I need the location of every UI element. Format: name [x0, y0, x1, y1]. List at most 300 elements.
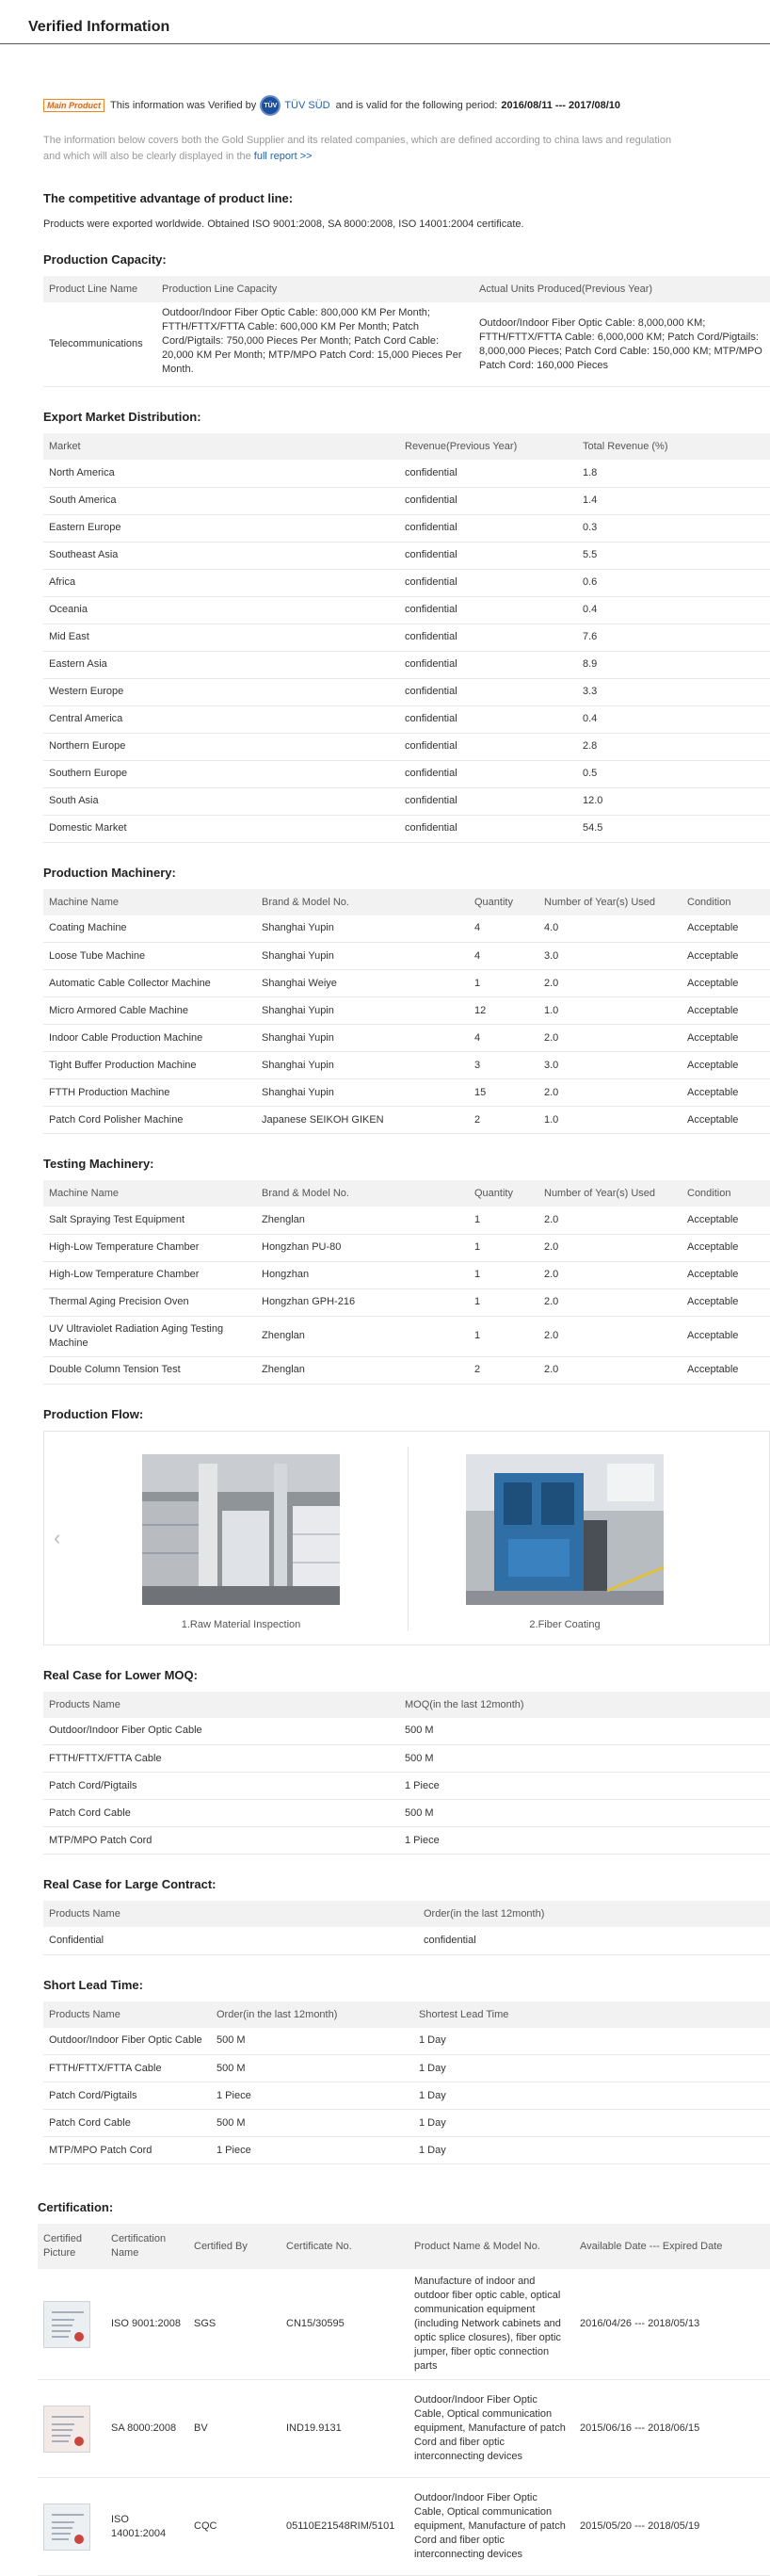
cell: confidential — [399, 569, 577, 596]
col-header: Number of Year(s) Used — [538, 889, 682, 915]
cell: 1 — [469, 970, 538, 997]
competitive-title: The competitive advantage of product line: — [43, 191, 294, 205]
cell: confidential — [399, 787, 577, 815]
cell: IND19.9131 — [281, 2380, 409, 2478]
table-row — [43, 1234, 770, 1261]
verification-text-after: and is valid for the following period: — [335, 100, 498, 111]
table-row — [43, 624, 770, 651]
col-header: Product Name & Model No. — [409, 2224, 574, 2269]
cell: 500 M — [399, 1800, 770, 1827]
cell: 1 Piece — [399, 1773, 770, 1800]
cell: Acceptable — [682, 1079, 770, 1107]
col-header: Available Date --- Expired Date — [574, 2224, 770, 2269]
cell: SGS — [188, 2269, 281, 2380]
col-header: Production Line Capacity — [156, 276, 473, 302]
content — [0, 95, 770, 2164]
table-row — [43, 2110, 770, 2137]
thumbnail-text-line — [52, 2311, 84, 2313]
cell: Micro Armored Cable Machine — [43, 997, 256, 1025]
coating-machine-photo — [466, 1454, 664, 1605]
table-row — [43, 2055, 770, 2082]
cell: 5.5 — [577, 542, 770, 569]
cell: Zhenglan — [256, 1207, 469, 1234]
cell: High-Low Temperature Chamber — [43, 1261, 256, 1288]
cell: Northern Europe — [43, 733, 399, 760]
cell: confidential — [399, 542, 577, 569]
cell: confidential — [399, 514, 577, 542]
thumbnail-text-line — [52, 2440, 69, 2442]
cell: Acceptable — [682, 1107, 770, 1134]
cell: 15 — [469, 1079, 538, 1107]
cell: Acceptable — [682, 1261, 770, 1288]
thumbnail-text-line — [52, 2435, 71, 2437]
export-title: Export Market Distribution: — [43, 410, 201, 424]
cell: Hongzhan — [256, 1261, 469, 1288]
table-row — [43, 302, 770, 387]
cell: 0.5 — [577, 760, 770, 787]
col-header: Products Name — [43, 2001, 211, 2028]
cell: Africa — [43, 569, 399, 596]
col-header: Condition — [682, 889, 770, 915]
col-header: Products Name — [43, 1901, 418, 1927]
cell: 1 Day — [413, 2055, 770, 2082]
cell: 8.9 — [577, 651, 770, 678]
table-header-row — [43, 1692, 770, 1718]
table-row — [38, 2478, 770, 2576]
cell: 2.0 — [538, 1234, 682, 1261]
col-header: Certificate No. — [281, 2224, 409, 2269]
cell: 500 M — [211, 2028, 413, 2055]
page-title: Verified Information — [0, 0, 770, 44]
cell: confidential — [399, 624, 577, 651]
cell: 1 Piece — [211, 2137, 413, 2164]
cell: 2.0 — [538, 1025, 682, 1052]
valid-period: 2016/08/11 --- 2017/08/10 — [501, 100, 621, 111]
thumbnail-text-line — [52, 2336, 69, 2338]
cell: Salt Spraying Test Equipment — [43, 1207, 256, 1234]
cell: Tight Buffer Production Machine — [43, 1052, 256, 1079]
cell: Confidential — [43, 1927, 418, 1954]
cell: Hongzhan GPH-216 — [256, 1288, 469, 1316]
table-row — [43, 2082, 770, 2110]
table-row — [43, 542, 770, 569]
cell: 1 Day — [413, 2028, 770, 2055]
table-row — [43, 733, 770, 760]
table-row — [43, 1261, 770, 1288]
table-row — [38, 2380, 770, 2478]
table-row — [43, 1827, 770, 1855]
flow-caption: 2.Fiber Coating — [529, 1618, 601, 1630]
table-row — [43, 815, 770, 842]
cell: 0.4 — [577, 596, 770, 624]
certificate-thumbnail[interactable] — [43, 2503, 90, 2551]
cell: confidential — [399, 460, 577, 487]
cell: 1 — [469, 1261, 538, 1288]
cell: Patch Cord Cable — [43, 1800, 399, 1827]
cell: 4 — [469, 1025, 538, 1052]
cell: FTTH/FTTX/FTTA Cable — [43, 1745, 399, 1773]
cell: 1 — [469, 1316, 538, 1356]
cell: 3.0 — [538, 943, 682, 970]
table-row — [43, 596, 770, 624]
lead-time-table — [43, 2001, 770, 2165]
lower-moq-table — [43, 1692, 770, 1855]
col-header: Brand & Model No. — [256, 1180, 469, 1207]
thumbnail-text-line — [52, 2538, 69, 2540]
table-header-row — [43, 2001, 770, 2028]
cell: 12 — [469, 997, 538, 1025]
cell: 0.4 — [577, 705, 770, 733]
table-row — [43, 1052, 770, 1079]
cell: Japanese SEIKOH GIKEN — [256, 1107, 469, 1134]
cell: 3.3 — [577, 678, 770, 705]
col-header: Product Line Name — [43, 276, 156, 302]
certification-section — [0, 2200, 770, 2576]
thumbnail-text-line — [52, 2514, 84, 2516]
cell: Southeast Asia — [43, 542, 399, 569]
cell: 2015/06/16 --- 2018/06/15 — [574, 2380, 770, 2478]
table-header-row — [38, 2224, 770, 2269]
cell: confidential — [399, 705, 577, 733]
cell: confidential — [399, 760, 577, 787]
cell: Southern Europe — [43, 760, 399, 787]
thumbnail-text-line — [52, 2330, 71, 2332]
cell: 2.0 — [538, 1356, 682, 1384]
export-table — [43, 433, 770, 843]
thumbnail-text-line — [52, 2429, 72, 2431]
seal-icon — [74, 2332, 84, 2341]
production-flow-carousel — [43, 1431, 770, 1645]
certificate-thumbnail[interactable] — [43, 2406, 90, 2453]
cell: Acceptable — [682, 915, 770, 943]
seal-icon — [74, 2535, 84, 2544]
cell: 3 — [469, 1052, 538, 1079]
col-header: MOQ(in the last 12month) — [399, 1692, 770, 1718]
cell: Acceptable — [682, 1052, 770, 1079]
cell: FTTH Production Machine — [43, 1079, 256, 1107]
main-product-badge: Main Product — [43, 99, 104, 112]
cell: Eastern Asia — [43, 651, 399, 678]
cell: 1 — [469, 1288, 538, 1316]
thumbnail-text-line — [52, 2533, 71, 2535]
cell: confidential — [399, 815, 577, 842]
cell: South Asia — [43, 787, 399, 815]
table-row — [43, 651, 770, 678]
certificate-thumbnail[interactable] — [43, 2301, 90, 2348]
cell: Thermal Aging Precision Oven — [43, 1288, 256, 1316]
col-header: Certification Name — [105, 2224, 188, 2269]
flow-item[interactable] — [142, 1454, 340, 1630]
cell: 12.0 — [577, 787, 770, 815]
cell: 2.0 — [538, 1261, 682, 1288]
col-header: Quantity — [469, 1180, 538, 1207]
cell: 2 — [469, 1356, 538, 1384]
table-row — [43, 1745, 770, 1773]
cell: 54.5 — [577, 815, 770, 842]
note-line-2: and which will also be clearly displayed in the — [43, 151, 251, 162]
table-row — [43, 1927, 770, 1954]
thumbnail-text-line — [52, 2527, 72, 2529]
cell: Shanghai Weiye — [256, 970, 469, 997]
table-row — [43, 569, 770, 596]
cell: Shanghai Yupin — [256, 1025, 469, 1052]
flow-caption: 1.Raw Material Inspection — [181, 1618, 301, 1630]
col-header: Condition — [682, 1180, 770, 1207]
thumbnail-text-line — [52, 2423, 74, 2425]
tuv-logo-text: TÜV — [264, 102, 278, 109]
capacity-title: Production Capacity: — [43, 252, 167, 267]
machinery-title: Production Machinery: — [43, 865, 176, 880]
cell: 1 Day — [413, 2110, 770, 2137]
table-header-row — [43, 1901, 770, 1927]
table-row — [43, 1025, 770, 1052]
cell: Acceptable — [682, 1207, 770, 1234]
cell: Zhenglan — [256, 1316, 469, 1356]
cell: Outdoor/Indoor Fiber Optic Cable, Optical communication equipment, Manufacture of patch Cord and fiber optic interconnecting devices — [409, 2478, 574, 2576]
thumbnail-text-line — [52, 2416, 84, 2418]
cell: confidential — [399, 651, 577, 678]
cell: Automatic Cable Collector Machine — [43, 970, 256, 997]
cell: Central America — [43, 705, 399, 733]
cell: confidential — [418, 1927, 770, 1954]
cell: 1.0 — [538, 1107, 682, 1134]
col-header: Total Revenue (%) — [577, 433, 770, 460]
cell: 2015/05/20 --- 2018/05/19 — [574, 2478, 770, 2576]
lead-time-title: Short Lead Time: — [43, 1977, 143, 1992]
cell: SA 8000:2008 — [105, 2380, 188, 2478]
large-contract-table — [43, 1901, 770, 1955]
table-row — [43, 1800, 770, 1827]
table-row — [43, 2137, 770, 2164]
cell: Acceptable — [682, 1288, 770, 1316]
cell: MTP/MPO Patch Cord — [43, 1827, 399, 1855]
cell: 7.6 — [577, 624, 770, 651]
cell: confidential — [399, 678, 577, 705]
cell — [38, 2269, 105, 2380]
thumbnail-text-line — [52, 2521, 74, 2523]
col-header: Actual Units Produced(Previous Year) — [473, 276, 770, 302]
tuv-logo-icon — [260, 95, 281, 116]
cell: 1 Day — [413, 2082, 770, 2110]
cell: 4 — [469, 915, 538, 943]
cell: 4.0 — [538, 915, 682, 943]
col-header: Number of Year(s) Used — [538, 1180, 682, 1207]
cell — [38, 2380, 105, 2478]
cell: Shanghai Yupin — [256, 943, 469, 970]
cell: ISO 14001:2004 — [105, 2478, 188, 2576]
cell: Acceptable — [682, 1316, 770, 1356]
cell: Domestic Market — [43, 815, 399, 842]
table-row — [43, 1718, 770, 1745]
col-header: Revenue(Previous Year) — [399, 433, 577, 460]
testing-title: Testing Machinery: — [43, 1157, 154, 1171]
cell: 4 — [469, 943, 538, 970]
cell: Hongzhan PU-80 — [256, 1234, 469, 1261]
competitive-text: Products were exported worldwide. Obtained ISO 9001:2008, SA 8000:2008, ISO 14001:2004 certificate. — [43, 219, 524, 230]
cell: Acceptable — [682, 1356, 770, 1384]
table-row — [43, 1107, 770, 1134]
cell: Shanghai Yupin — [256, 915, 469, 943]
cell: UV Ultraviolet Radiation Aging Testing Machine — [43, 1316, 256, 1356]
table-row — [43, 705, 770, 733]
cell: 500 M — [211, 2055, 413, 2082]
cell: Patch Cord Cable — [43, 2110, 211, 2137]
cell: 2016/04/26 --- 2018/05/13 — [574, 2269, 770, 2380]
col-header: Brand & Model No. — [256, 889, 469, 915]
table-row — [43, 787, 770, 815]
cell: FTTH/FTTX/FTTA Cable — [43, 2055, 211, 2082]
table-row — [43, 1356, 770, 1384]
large-contract-title: Real Case for Large Contract: — [43, 1877, 217, 1891]
cell: Indoor Cable Production Machine — [43, 1025, 256, 1052]
cell: Outdoor/Indoor Fiber Optic Cable — [43, 1718, 399, 1745]
cell: Acceptable — [682, 997, 770, 1025]
cell: 2 — [469, 1107, 538, 1134]
table-row — [43, 514, 770, 542]
full-report-link[interactable]: full report >> — [253, 151, 313, 162]
cell: 2.0 — [538, 1207, 682, 1234]
note-line-1: The information below covers both the Gold Supplier and its related companies, which are defined according to china laws and regulation — [43, 135, 672, 146]
cell: Eastern Europe — [43, 514, 399, 542]
table-row — [43, 915, 770, 943]
flow-title: Production Flow: — [43, 1406, 144, 1421]
cell: Patch Cord/Pigtails — [43, 2082, 211, 2110]
cell: Acceptable — [682, 943, 770, 970]
cell: CN15/30595 — [281, 2269, 409, 2380]
cell: 1 — [469, 1234, 538, 1261]
cell: 500 M — [399, 1745, 770, 1773]
cell: 05110E21548RIM/5101 — [281, 2478, 409, 2576]
warehouse-photo — [142, 1454, 340, 1605]
cell: Acceptable — [682, 970, 770, 997]
cell: 1 Piece — [399, 1827, 770, 1855]
machinery-table — [43, 889, 770, 1135]
cell: Western Europe — [43, 678, 399, 705]
cell: 1 Piece — [211, 2082, 413, 2110]
thumbnail-text-line — [52, 2319, 74, 2321]
col-header: Certified Picture — [38, 2224, 105, 2269]
table-row — [43, 1773, 770, 1800]
cell: ISO 9001:2008 — [105, 2269, 188, 2380]
cell: Telecommunications — [43, 302, 156, 387]
cell: 1 Day — [413, 2137, 770, 2164]
certification-title: Certification: — [38, 2200, 114, 2214]
cell: High-Low Temperature Chamber — [43, 1234, 256, 1261]
table-row — [43, 2028, 770, 2055]
flow-item[interactable] — [466, 1454, 664, 1630]
table-header-row — [43, 276, 770, 302]
cell: South America — [43, 487, 399, 514]
table-row — [43, 460, 770, 487]
table-row — [43, 997, 770, 1025]
capacity-table — [43, 276, 770, 387]
cell: Outdoor/Indoor Fiber Optic Cable: 8,000,000 KM; FTTH/FTTX/FTTA Cable: 6,000,000 KM; Patch Cord/Pigtails: 8,000,000 Pieces; Patch Cord Cable: 150,000 KM; MTP/MPO Patch Cord: 160,000 Pieces — [473, 302, 770, 387]
table-row — [43, 1316, 770, 1356]
col-header: Order(in the last 12month) — [211, 2001, 413, 2028]
col-header: Products Name — [43, 1692, 399, 1718]
col-header: Market — [43, 433, 399, 460]
table-row — [43, 943, 770, 970]
coverage-note — [43, 133, 770, 165]
flow-divider — [408, 1447, 409, 1631]
cell: Acceptable — [682, 1234, 770, 1261]
seal-icon — [74, 2437, 84, 2446]
cell: Shanghai Yupin — [256, 1052, 469, 1079]
cell: confidential — [399, 596, 577, 624]
cell: Coating Machine — [43, 915, 256, 943]
table-row — [43, 970, 770, 997]
table-row — [43, 1079, 770, 1107]
table-row — [43, 487, 770, 514]
cell: 2.0 — [538, 1079, 682, 1107]
cell: 1.8 — [577, 460, 770, 487]
agency-name: TÜV SÜD — [284, 100, 330, 111]
table-row — [43, 1207, 770, 1234]
col-header: Machine Name — [43, 889, 256, 915]
cell: Loose Tube Machine — [43, 943, 256, 970]
col-header: Quantity — [469, 889, 538, 915]
cell: 0.6 — [577, 569, 770, 596]
cell: 3.0 — [538, 1052, 682, 1079]
cell: Oceania — [43, 596, 399, 624]
cell: 1.0 — [538, 997, 682, 1025]
thumbnail-text-line — [52, 2325, 72, 2326]
cell: 500 M — [211, 2110, 413, 2137]
col-header: Certified By — [188, 2224, 281, 2269]
cell: confidential — [399, 733, 577, 760]
table-header-row — [43, 433, 770, 460]
cell: 2.0 — [538, 970, 682, 997]
cell: 1 — [469, 1207, 538, 1234]
carousel-prev-icon[interactable]: ‹ — [54, 1525, 61, 1549]
verification-line — [43, 95, 770, 116]
table-row — [38, 2269, 770, 2380]
cell: 2.8 — [577, 733, 770, 760]
cell: Outdoor/Indoor Fiber Optic Cable: 800,000 KM Per Month; FTTH/FTTX/FTTA Cable: 600,000 KM Per Month; Patch Cord/Pigtails: 750,000 Pieces Per Month; Patch Cord Cable: 20,000 KM Per Month; MTP/MPO Patch Cord: 15,000 Pieces Per Month. — [156, 302, 473, 387]
table-header-row — [43, 889, 770, 915]
testing-table — [43, 1180, 770, 1385]
cell: 2.0 — [538, 1288, 682, 1316]
cell: 0.3 — [577, 514, 770, 542]
cell: 1.4 — [577, 487, 770, 514]
lower-moq-title: Real Case for Lower MOQ: — [43, 1667, 198, 1682]
cell: BV — [188, 2380, 281, 2478]
cell: Acceptable — [682, 1025, 770, 1052]
table-row — [43, 1288, 770, 1316]
table-row — [43, 760, 770, 787]
cell: Outdoor/Indoor Fiber Optic Cable, Optical communication equipment, Manufacture of patch Cord and fiber optic interconnecting devices — [409, 2380, 574, 2478]
cell: Patch Cord Polisher Machine — [43, 1107, 256, 1134]
certification-table — [38, 2224, 770, 2576]
cell: 500 M — [399, 1718, 770, 1745]
col-header: Order(in the last 12month) — [418, 1901, 770, 1927]
verification-text: This information was Verified by — [110, 100, 257, 111]
cell: confidential — [399, 487, 577, 514]
cell: Patch Cord/Pigtails — [43, 1773, 399, 1800]
cell: Outdoor/Indoor Fiber Optic Cable — [43, 2028, 211, 2055]
cell: Zhenglan — [256, 1356, 469, 1384]
cell: 2.0 — [538, 1316, 682, 1356]
cell: Mid East — [43, 624, 399, 651]
cell: CQC — [188, 2478, 281, 2576]
cell: MTP/MPO Patch Cord — [43, 2137, 211, 2164]
table-header-row — [43, 1180, 770, 1207]
cell: Manufacture of indoor and outdoor fiber optic cable, optical communication equipment (including Network cabinets and optic splice closures), fiber optic jumper, fiber optic connection parts — [409, 2269, 574, 2380]
cell: Shanghai Yupin — [256, 1079, 469, 1107]
col-header: Shortest Lead Time — [413, 2001, 770, 2028]
cell: Shanghai Yupin — [256, 997, 469, 1025]
col-header: Machine Name — [43, 1180, 256, 1207]
